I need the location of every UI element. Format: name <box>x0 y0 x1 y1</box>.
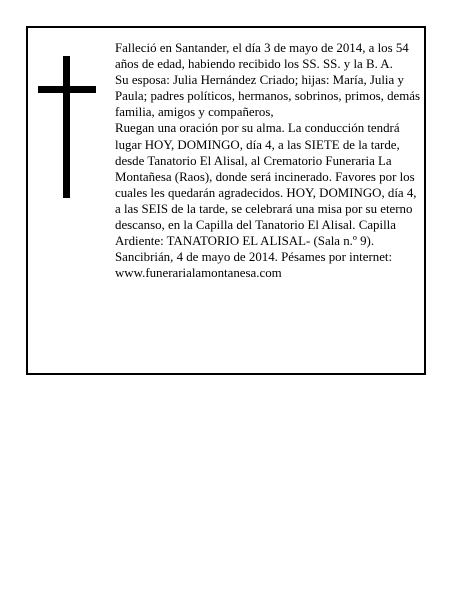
cross-vertical-bar <box>63 56 70 198</box>
death-announcement: Falleció en Santander, el día 3 de mayo de 2014, a los 54 años de edad, habiendo recibido los SS. SS. y la B. A. <box>115 41 409 72</box>
family-list: Su esposa: Julia Hernández Criado; hijas: María, Julia y Paula; padres políticos, hermanos, sobrinos, primos, demás familia, amigos y compañeros, <box>115 73 421 120</box>
notice-text <box>115 40 421 281</box>
cross-horizontal-bar <box>38 86 96 93</box>
obituary-notice <box>26 26 426 375</box>
place-date-website: Sancibrián, 4 de mayo de 2014. Pésames por internet: www.funerarialamontanesa.com <box>115 250 393 281</box>
cross-icon <box>38 56 98 198</box>
service-details: Ruegan una oración por su alma. La conducción tendrá lugar HOY, DOMINGO, día 4, a las SIETE de la tarde, desde Tanatorio El Alisal, al Crematorio Funeraria La Montañesa (Raos), donde será incinerado. Favores por los cuales les quedarán agradecidos. HOY, DOMINGO, día 4, a las SEIS de la tarde, se celebrará una misa por su eterno descanso, en la Capilla del Tanatorio El Alisal. Capilla Ardiente: TANATORIO EL ALISAL- (Sala n.º 9). <box>115 121 417 249</box>
